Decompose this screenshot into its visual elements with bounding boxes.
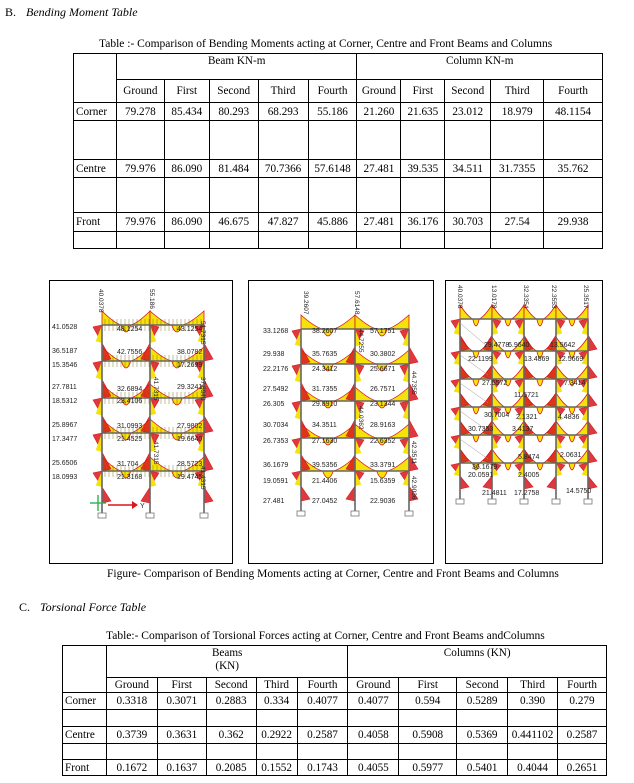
moment-label: 41.0528 [52,324,78,331]
bm-diagram-front-svg [446,281,602,563]
table-cell: 0.5369 [457,727,508,744]
row-label-front: Front [74,213,117,232]
moment-label: 33.1268 [263,328,289,335]
moment-label: 40.0378 [97,289,104,313]
moment-label: 13.4869 [524,356,550,363]
moment-label: 41.4315 [199,466,206,490]
table-cell: 36.176 [401,213,445,232]
moment-label: 27.7811 [52,384,77,391]
bending-moment-table [73,53,603,249]
moment-label: 13.5642 [550,342,576,349]
moment-label: 14.5750 [566,488,592,495]
table-row [63,760,607,776]
moment-label: 44.7255 [357,329,364,353]
moment-label: 42.3511 [410,441,417,465]
support-symbol [584,499,592,504]
table-cell: 27.481 [357,213,401,232]
table-cell: 0.1552 [256,760,297,776]
table-cell: 0.5289 [457,693,508,710]
table-cell: 46.675 [209,213,258,232]
moment-label: 21.3168 [117,474,143,481]
row-label-front: Front [63,760,107,776]
moment-label: 18.5312 [52,398,78,405]
moment-label: 55.186 [148,289,155,309]
table-row [63,727,607,744]
moment-label: 19.0591 [263,478,289,485]
table2-column-floor-header: First [399,678,457,693]
table-cell: 79.976 [116,213,164,232]
table-cell: 0.2085 [206,760,256,776]
bm-diagram-centre-svg [249,281,433,563]
torsional-force-table [62,645,607,776]
moment-label: 42.7556 [117,349,143,356]
table-cell: 57.6148 [308,160,357,178]
table1-beam-floor-header: Third [258,80,308,103]
table-spacer-row [63,710,607,727]
table-cell: 27.481 [357,160,401,178]
moment-label: 23.4106 [117,398,143,405]
support-symbol [520,499,528,504]
support-symbol [405,511,413,516]
table-cell: 70.7366 [258,160,308,178]
bm-diagram-front [445,280,603,564]
moment-label: 41.7315 [152,377,159,401]
table-cell: 23.012 [445,103,491,121]
moment-label: 36.1679 [472,464,498,471]
moment-label: 42.9036 [410,476,417,500]
row-label-centre: Centre [74,160,117,178]
table-cell: 0.362 [206,727,256,744]
moment-label: 27.5492 [263,386,289,393]
moment-label: 25.8967 [52,422,78,429]
moment-label: 30.7034 [263,422,289,429]
bm-diagram-corner [49,280,233,564]
moment-label: 39.5356 [312,462,338,469]
support-symbol [456,499,464,504]
table2-beams-header [106,646,348,678]
table1-beam-floor-header: First [164,80,209,103]
table-cell: 21.635 [401,103,445,121]
section-c-title: Torsional Force Table [40,600,147,614]
moment-label: 26.7353 [263,438,289,445]
table-cell: 45.886 [308,213,357,232]
row-label-centre: Centre [63,727,107,744]
moment-label: 43.1254 [177,326,203,333]
table-cell: 0.5977 [399,760,457,776]
moment-label: 26.305 [263,401,285,408]
moment-label: 37.6940 [199,377,206,401]
table2-beams-header-line2: (KN) [215,660,239,672]
section-b-heading [5,5,138,20]
table1-corner-cell [74,54,117,103]
table-cell: 0.279 [558,693,607,710]
moment-label: 22.3553 [550,285,557,309]
moment-label: 57.1751 [370,328,396,335]
section-c-heading [19,600,146,615]
moment-label: 13.0178 [490,285,497,309]
support-symbol [146,513,154,518]
table2-column-floor-header: Fourth [558,678,607,693]
table-cell: 80.293 [209,103,258,121]
moment-label: 5.8474 [518,454,540,461]
moment-label: 25.3517 [582,285,589,309]
table-spacer-row [74,178,603,213]
table1-column-floor-header: Second [445,80,491,103]
table-cell: 79.278 [116,103,164,121]
support-symbol [200,513,208,518]
table-cell: 0.4044 [508,760,558,776]
support-symbol [488,499,496,504]
moment-label: 7.3414 [564,380,586,387]
table-cell: 34.511 [445,160,491,178]
table2-column-floor-header: Ground [348,678,399,693]
table2-beam-floor-header: Fourth [297,678,348,693]
table2-columns-header: Columns (KN) [348,646,607,678]
table-cell: 0.390 [508,693,558,710]
moment-label: 15.6359 [370,478,396,485]
moment-label: 22.2176 [263,366,289,373]
moment-label: 27.1630 [312,438,338,445]
table-cell: 0.3071 [157,693,206,710]
moment-label: 38.0782 [177,349,203,356]
moment-label: 24.3412 [312,366,338,373]
moment-label: 36.1679 [263,462,289,469]
table-cell: 0.5908 [399,727,457,744]
moment-label: 30.7004 [484,412,510,419]
moment-label: 23.1344 [370,401,396,408]
table-row [63,693,607,710]
bm-diagram-corner-svg [50,281,232,563]
table-cell: 21.260 [357,103,401,121]
table-spacer-row [63,744,607,760]
table2-corner-cell [63,646,107,693]
beam-moment-shape [460,305,492,326]
table-cell: 79.976 [116,160,164,178]
table-cell: 68.293 [258,103,308,121]
table-cell: 31.7355 [491,160,544,178]
table-cell: 85.434 [164,103,209,121]
moment-label: 31.704 [117,461,139,468]
table2-column-floor-header: Third [508,678,558,693]
table1-column-header: Column KN-m [357,54,603,80]
moment-label: 57.6148 [353,291,360,315]
moment-label: 44.0362 [357,406,364,430]
moment-label: 51.7315 [199,321,206,345]
table-cell: 0.594 [399,693,457,710]
table-cell: 0.334 [256,693,297,710]
moment-label: 41.7315 [152,441,159,465]
moment-label: 31.7355 [312,386,338,393]
table-cell: 35.762 [544,160,603,178]
figure-caption: Figure- Comparison of Bending Moments acting at Corner, Centre and Front Beams and Columns [107,568,559,580]
moment-label: 18.0993 [52,474,78,481]
section-c-number: C. [19,600,31,614]
support-symbol [297,511,305,516]
row-label-corner: Corner [63,693,107,710]
table-cell: 48.1154 [544,103,603,121]
moment-label: 22.6352 [370,438,396,445]
table1-column-floor-header: Ground [357,80,401,103]
table2-beam-floor-header: First [157,678,206,693]
moment-label: 27.5572 [482,380,508,387]
table-cell: 0.2883 [206,693,256,710]
table-spacer-row [74,121,603,160]
moment-label: 38.2607 [312,328,338,335]
moment-label: 19.4745 [177,474,203,481]
moment-label: 31.0993 [117,423,143,430]
table-cell: 0.2922 [256,727,297,744]
table2-beam-floor-header: Third [256,678,297,693]
table1-beam-header: Beam KN-m [116,54,357,80]
moment-label: 34.3511 [312,422,337,429]
table-cell: 0.2651 [558,760,607,776]
moment-label: 33.3791 [370,462,396,469]
moment-label: 21.4525 [117,436,143,443]
table-cell: 0.4055 [348,760,399,776]
table-row [74,103,603,121]
table-cell: 0.3739 [106,727,157,744]
moment-label: 11.5721 [514,392,539,399]
table-cell: 0.4077 [297,693,348,710]
table2-column-floor-header: Second [457,678,508,693]
table-cell: 0.4077 [348,693,399,710]
table-cell: 47.827 [258,213,308,232]
moment-label: 29.938 [263,351,285,358]
moment-label: 19.6640 [177,436,203,443]
moment-label: 2.4005 [518,472,540,479]
moment-label: 40.0378 [456,285,463,309]
moment-label: 32.6894 [117,386,143,393]
moment-label: 15.3546 [52,362,78,369]
table-cell: 18.979 [491,103,544,121]
table2-caption: Table:- Comparison of Torsional Forces acting at Corner, Centre and Front Beams andColumns [106,630,545,642]
table-cell: 0.2587 [558,727,607,744]
moment-label: 3.4137 [512,426,534,433]
moment-label: 27.481 [263,498,285,505]
moment-label: 30.7353 [468,426,494,433]
bm-diagram-centre [248,280,434,564]
table-cell: 39.535 [401,160,445,178]
table1-column-floor-header: First [401,80,445,103]
table-cell: 0.1637 [157,760,206,776]
moment-label: 28.5723 [177,461,203,468]
moment-label: 12.5669 [558,356,584,363]
moment-label: 29.3241 [177,384,203,391]
moment-label: 2.1321 [516,414,538,421]
moment-label: 17.2699 [177,362,203,369]
axis-arrow-head [132,501,138,509]
table1-column-floor-header: Third [491,80,544,103]
moment-label: 27.0452 [312,498,338,505]
table1-beam-floor-header: Ground [116,80,164,103]
table-cell: 29.938 [544,213,603,232]
moment-label: 29.8910 [312,401,338,408]
moment-label: 6.9640 [508,342,530,349]
table-cell: 55.186 [308,103,357,121]
moment-label: 22.1199 [468,356,493,363]
section-b-number: B. [5,5,17,19]
moment-label: 21.4406 [312,478,338,485]
table-cell: 0.441102 [508,727,558,744]
moment-label: 21.4811 [482,490,507,497]
table-cell: 81.484 [209,160,258,178]
table-row [74,213,603,232]
table-cell: 0.3631 [157,727,206,744]
moment-label: 25.6671 [370,366,396,373]
row-label-corner: Corner [74,103,117,121]
table1-beam-floor-header: Fourth [308,80,357,103]
support-symbol [552,499,560,504]
table1-column-floor-header: Fourth [544,80,603,103]
table-cell: 30.703 [445,213,491,232]
moment-label: 44.7355 [410,371,417,395]
table2-beam-floor-header: Second [206,678,256,693]
moment-label: 30.3802 [370,351,396,358]
moment-label: 29.4778 [484,342,510,349]
table-cell: 86.090 [164,160,209,178]
table-cell: 0.1672 [106,760,157,776]
support-symbol [351,511,359,516]
table-cell: 0.2587 [297,727,348,744]
table-cell: 27.54 [491,213,544,232]
table-spacer-row [74,232,603,249]
moment-label: 4.4836 [558,414,580,421]
table1-caption: Table :- Comparison of Bending Moments acting at Corner, Centre and Front Beams and Columns [99,38,553,50]
table-cell: 0.4058 [348,727,399,744]
moment-label: 36.5187 [52,348,78,355]
moment-label: 39.2607 [302,291,309,315]
table-cell: 86.090 [164,213,209,232]
moment-label: 32.3354 [522,285,529,309]
moment-label: 22.9036 [370,498,396,505]
axis-label: Y [140,503,145,510]
moment-label: 28.9163 [370,422,396,429]
moment-label: 17.2758 [514,490,540,497]
table-cell: 0.1743 [297,760,348,776]
table2-beam-floor-header: Ground [106,678,157,693]
table-cell: 0.3318 [106,693,157,710]
moment-label: 35.7635 [312,351,338,358]
moment-label: 20.0591 [468,472,494,479]
moment-label: 48.1254 [117,326,143,333]
table-cell: 0.5401 [457,760,508,776]
moment-label: 2.0631 [560,452,582,459]
table2-beams-header-line1: Beams [211,647,243,659]
table-row [74,160,603,178]
support-symbol [98,513,106,518]
moment-label: 26.7571 [370,386,396,393]
moment-label: 27.9802 [177,423,203,430]
table1-beam-floor-header: Second [209,80,258,103]
section-b-title: Bending Moment Table [26,5,138,19]
moment-label: 17.3477 [52,436,78,443]
moment-label: 25.6506 [52,460,78,467]
